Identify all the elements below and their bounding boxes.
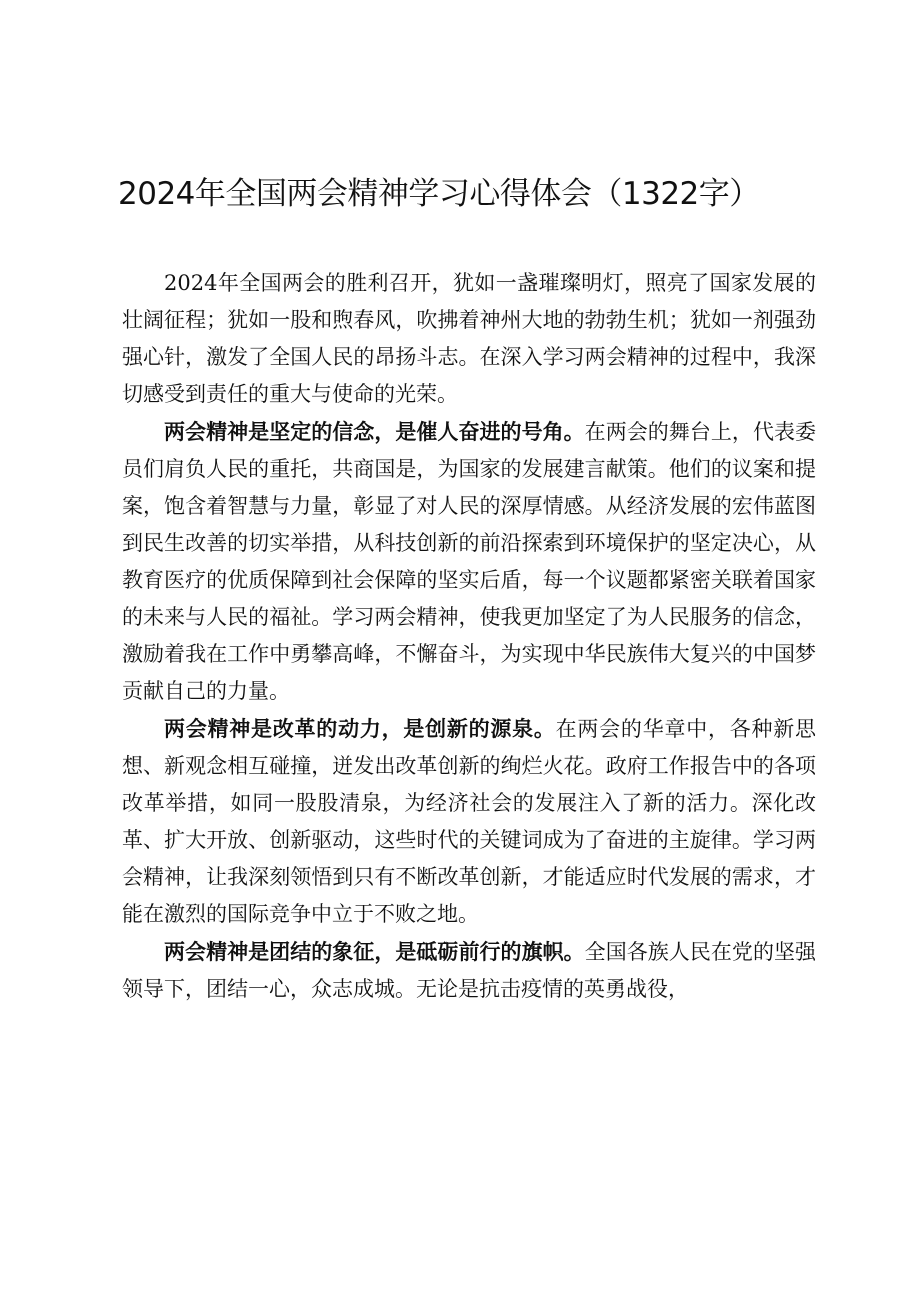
paragraph-intro <box>122 264 816 413</box>
paragraph-belief <box>122 413 816 710</box>
paragraph-reform <box>122 710 816 933</box>
paragraph-lead: 两会精神是改革的动力，是创新的源泉。 <box>164 716 556 741</box>
paragraph-text: 在两会的舞台上，代表委员们肩负人民的重托，共商国是，为国家的发展建言献策。他们的议案和提案，饱含着智慧与力量，彰显了对人民的深厚情感。从经济发展的宏伟蓝图到民生改善的切实举措，从科技创新的前沿探索到环境保护的坚定决心，从教育医疗的优质保障到社会保障的坚实后盾，每一个议题都紧密关联着国家的未来与人民的福祉。学习两会精神，使我更加坚定了为人民服务的信念，激励着我在工作中勇攀高峰，不懈奋斗，为实现中华民族伟大复兴的中国梦贡献自己的力量。 <box>122 420 817 703</box>
paragraph-lead: 两会精神是坚定的信念，是催人奋进的号角。 <box>164 419 585 444</box>
paragraph-unity <box>122 933 816 1008</box>
document-body <box>122 264 816 1008</box>
paragraph-lead: 两会精神是团结的象征，是砥砺前行的旗帜。 <box>164 939 585 964</box>
paragraph-text: 全国各族人民在党的坚强领导下，团结一心，众志成城。无论是抗击疫情的英勇战役， <box>122 940 817 1001</box>
document-title: 2024年全国两会精神学习心得体会（1322字） <box>118 176 760 212</box>
paragraph-text: 在两会的华章中，各种新思想、新观念相互碰撞，迸发出改革创新的绚烂火花。政府工作报告中的各项改革举措，如同一股股清泉，为经济社会的发展注入了新的活力。深化改革、扩大开放、创新驱动，这些时代的关键词成为了奋进的主旋律。学习两会精神，让我深刻领悟到只有不断改革创新，才能适应时代发展的需求，才能在激烈的国际竞争中立于不败之地。 <box>122 717 817 926</box>
paragraph-text: 2024年全国两会的胜利召开，犹如一盏璀璨明灯，照亮了国家发展的壮阔征程；犹如一股和煦春风，吹拂着神州大地的勃勃生机；犹如一剂强劲强心针，激发了全国人民的昂扬斗志。在深入学习两会精神的过程中，我深切感受到责任的重大与使命的光荣。 <box>122 271 816 406</box>
